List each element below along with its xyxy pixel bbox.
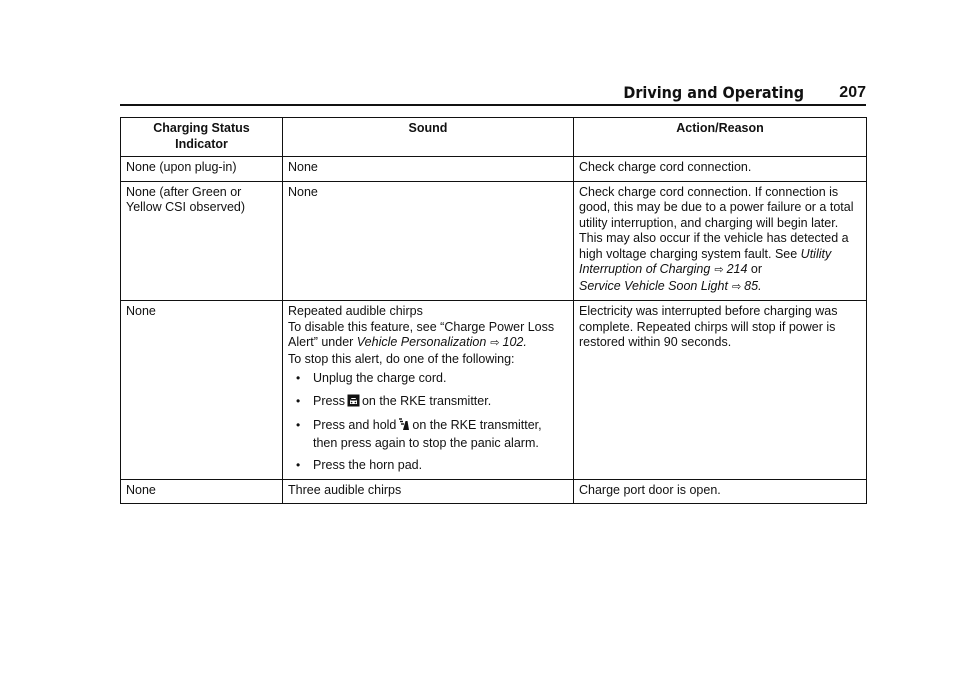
cross-reference-page[interactable]: 214: [726, 262, 748, 276]
bullet-icon: •: [296, 393, 301, 408]
instruction-list: [288, 371, 568, 474]
table-row: [121, 301, 867, 480]
cross-reference-page[interactable]: 85: [744, 278, 759, 293]
page-number: 207: [839, 84, 866, 101]
instruction-text: To disable this feature, see “Charge Power Loss Alert” under: [288, 319, 555, 349]
sound-cell: None: [283, 181, 574, 301]
bullet-icon: •: [296, 371, 301, 385]
table-row: [121, 157, 867, 182]
bullet-icon: •: [296, 418, 301, 432]
cross-reference-page[interactable]: 102: [502, 335, 524, 349]
list-item: • Press on the RKE transmitter.: [288, 394, 568, 412]
page-reference-arrow-icon: ⇨: [714, 264, 724, 276]
sound-text: Repeated audible chirps: [288, 304, 423, 318]
indicator-cell: None (upon plug-in): [121, 157, 283, 182]
bullet-icon: •: [296, 458, 301, 472]
action-cell: Electricity was interrupted before charging was complete. Repeated chirps will stop if power is restored within 90 seconds.: [574, 301, 867, 480]
cross-reference-link[interactable]: Service Vehicle Soon Light: [579, 278, 728, 293]
cross-reference-link[interactable]: Vehicle Personalization: [356, 335, 487, 349]
section-title: Driving and Operating: [623, 83, 804, 102]
cross-reference-link[interactable]: Utility Interruption of Charging: [579, 246, 832, 276]
connector-text: or: [750, 262, 763, 276]
instruction-text: To stop this alert, do one of the following:: [288, 351, 515, 366]
action-cell: Charge port door is open.: [574, 479, 867, 504]
action-cell: Check charge cord connection. If connection is good, this may be due to a power failure or a total utility interruption, and charging will begin later. This may also occur if the vehicle has detected a high voltage charging system fault. See Utility Interruption of Charging ⇨ 214 or Service Vehicle Soon Light ⇨ 85.: [574, 181, 867, 301]
page-header: [120, 84, 866, 106]
indicator-cell: None (after Green or Yellow CSI observed): [121, 181, 283, 301]
list-item: • Press the horn pad.: [296, 458, 423, 472]
action-cell: Check charge cord connection.: [574, 157, 867, 182]
sound-cell: None: [283, 157, 574, 182]
table-row: [121, 181, 867, 301]
column-header-indicator: Charging Status Indicator: [121, 118, 283, 157]
page-reference-arrow-icon: ⇨: [731, 280, 742, 293]
table-header-row: [121, 118, 867, 157]
table-row: [121, 479, 867, 504]
panic-alarm-icon: [398, 418, 410, 436]
indicator-cell: None: [121, 479, 283, 504]
indicator-cell: None: [121, 301, 283, 480]
column-header-action: Action/Reason: [574, 118, 867, 157]
action-text: Check charge cord connection. If connection is good, this may be due to a power failure or a total utility interruption, and charging will begin later. This may also occur if the vehicle has detected a high voltage charging system fault. See: [579, 184, 854, 261]
list-item: • Press and hold on the RKE transmitter, then press again to stop the panic alarm.: [296, 418, 542, 450]
charging-status-table: [120, 117, 867, 504]
sound-cell: Repeated audible chirps To disable this feature, see “Charge Power Loss Alert” under Vehicle Personalization ⇨ 102. To stop this alert, do one of the following: • Unplug the charge cord. • Press on the RKE transmitter. • Press and hold on the RKE transmitter, then press again to stop the panic alarm. • Press the horn pad.: [283, 301, 574, 480]
page-reference-arrow-icon: ⇨: [490, 337, 500, 349]
sound-cell: Three audible chirps: [283, 479, 574, 504]
list-item: • Unplug the charge cord.: [296, 371, 447, 385]
vehicle-unlock-icon: [347, 394, 360, 412]
column-header-sound: Sound: [283, 118, 574, 157]
